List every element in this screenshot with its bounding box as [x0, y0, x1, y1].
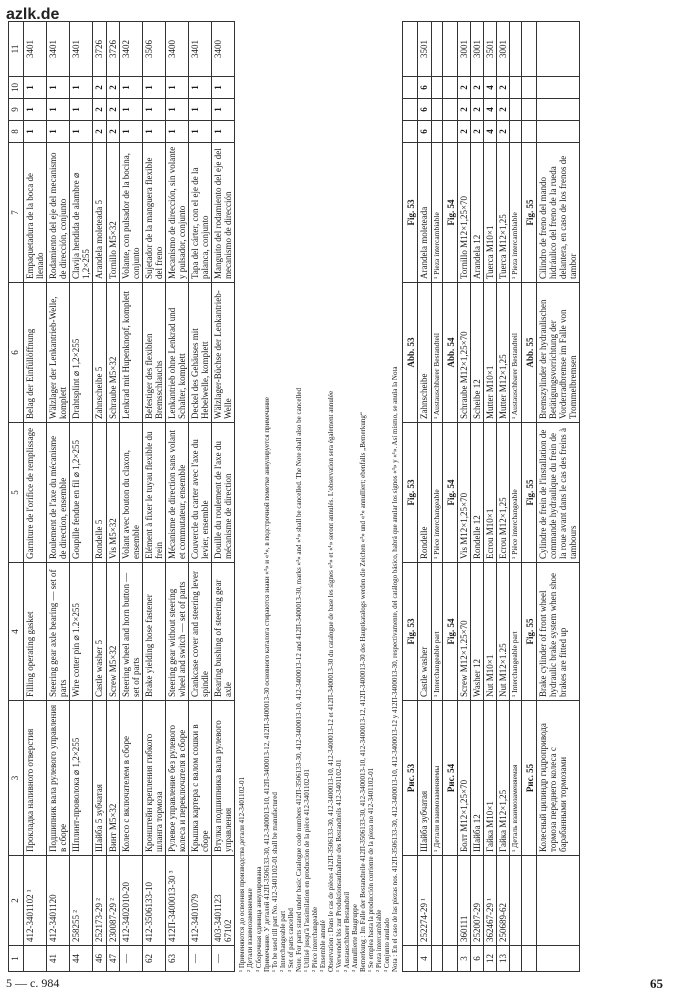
cell: Drahtsplint ⌀ 1,2×255 — [70, 283, 93, 423]
cell: Подшипник вала рулевого управления в сборе — [47, 701, 70, 856]
cell: Crankcase cover and steering lever spindle — [189, 563, 212, 701]
col-header: 10 — [9, 77, 24, 99]
figure-title-row — [403, 22, 418, 972]
cell: 1 — [70, 77, 93, 99]
table-row — [24, 22, 47, 972]
cell: Fig. 53 — [403, 143, 418, 283]
cell: 6 — [418, 121, 431, 143]
cell: 1 — [189, 121, 212, 143]
cell: Fig. 55 — [521, 423, 536, 563]
cell: Rondelle — [418, 423, 431, 563]
cell: 41 — [47, 946, 70, 972]
cell: Рис. 53 — [403, 701, 418, 856]
cell: Fig. 53 — [403, 423, 418, 563]
cell: 2 — [106, 121, 119, 143]
cell: 2 — [471, 99, 484, 121]
cell: 1 — [70, 99, 93, 121]
footnote-line: Bemerkung : Im Falle der Bestandteile 412П-3506133-30, 412-3400013-10, 412-3400013-12, 412П-3400013-30 des Hauptkatalogs werden die Zeichen «³» und «¹» annulliert; ebenfalls „Bemerkung“ — [359, 412, 368, 972]
cell: 2 — [93, 121, 106, 143]
cell: Шайба 12 — [471, 701, 484, 856]
cell: 1 — [24, 99, 47, 121]
cell: Volant avec bouton du claxon, ensemble — [119, 423, 142, 563]
cell: ¹ Pieza intercambiable — [510, 143, 521, 283]
cell: Elément à fixer le tuyau flexible du frein — [142, 423, 165, 563]
cell: 3001 — [471, 22, 484, 77]
cell: ¹ Interchangeable part — [510, 563, 521, 701]
table-row — [47, 22, 70, 972]
cell: ¹ Pièce interchangeable — [510, 423, 521, 563]
cell: 3401 — [70, 22, 93, 77]
table-row — [189, 22, 212, 972]
cell: Lenkantrieb ohne Lenkrad und Schalter, komplett — [165, 283, 188, 423]
cell: 4 — [484, 121, 497, 143]
cell: Nut M12×1.25 — [497, 563, 510, 701]
footnotes — [238, 22, 399, 972]
cell: Tuerca M10×1 — [484, 143, 497, 283]
cell: Втулка подшипника вала рулевого управления — [212, 701, 235, 856]
cell: Castle washer — [418, 563, 431, 701]
table-row — [497, 22, 510, 972]
col-header: 6 — [9, 283, 24, 423]
col-header: 9 — [9, 99, 24, 121]
cell: ¹ Austauschbarer Bestandteil — [431, 283, 442, 423]
cell: Bearing bushing of steering gear axle — [212, 563, 235, 701]
cell: 252173-29 ² — [93, 856, 106, 946]
cell: 1 — [212, 77, 235, 99]
cell: Arandela 12 — [471, 143, 484, 283]
cell: Castle washer 5 — [93, 563, 106, 701]
cell: Washer 12 — [471, 563, 484, 701]
cell: Schraube M12×1,25×70 — [457, 283, 470, 423]
footnote-line: Nota : En el caso de las piezas nos. 412П-3506133-30, 412-3400013-10, 412-3400013-12 y 412П-3400013-30, respectivamente, del catálogo básico, habrá que anular los signos «³» y «¹». Así mismo, se anula la Nota — [391, 366, 400, 972]
cell: Nut M10×1 — [484, 563, 497, 701]
cell — [212, 856, 235, 946]
cell: 2 — [106, 77, 119, 99]
cell: 47 — [106, 946, 119, 972]
cell: 2 — [93, 77, 106, 99]
cell: Scheibe 12 — [471, 283, 484, 423]
footnote-line: ¹ Utilisé jusqu'à l'assimilation en production de la pièce 412-3401102-01 — [302, 769, 311, 972]
cell: Arandela moleteada — [418, 143, 431, 283]
cell: Couvercle du carter avec l'axe du levier, ensemble — [189, 423, 212, 563]
parts-table — [8, 21, 235, 972]
cell: Screw M12×1.25×70 — [457, 563, 470, 701]
cell: 1 — [47, 99, 70, 121]
cell: 1 — [142, 77, 165, 99]
cell: Lenkrad mit Hupenknopf, komplett — [119, 283, 142, 423]
cell: 4 — [484, 99, 497, 121]
cell: 412-3401102 ¹ — [24, 856, 47, 946]
cell: Arandela moleteada 5 — [93, 143, 106, 283]
cell: Brake cylinder of front wheel hydraulic brake system when shoe brakes are fitted up — [536, 563, 579, 701]
cell: Fig. 54 — [442, 143, 457, 283]
table-row — [418, 22, 431, 972]
col-header: 5 — [9, 423, 24, 563]
cell: 62 — [142, 946, 165, 972]
cell: 6 — [418, 99, 431, 121]
cell: 1 — [189, 99, 212, 121]
figure-footnote-row — [431, 22, 442, 972]
footnote-line: ² Pièce interchangeable — [310, 906, 319, 972]
cell: 1 — [47, 121, 70, 143]
footnote-line: ³ Сборочная единица аннулирована — [254, 866, 263, 972]
cell: 3 — [457, 946, 470, 972]
cell: 1 — [165, 99, 188, 121]
cell: Rodamiento del eje del mecanismo de dirección, conjunto — [47, 143, 70, 283]
table-row — [212, 22, 235, 972]
cell: 258255 ² — [70, 856, 93, 946]
cell: 2 — [497, 77, 510, 99]
cell: Clavija hendida de alambre ⌀ 1,2×255 — [70, 143, 93, 283]
cell: 3400 — [165, 22, 188, 77]
cell: 2 — [457, 99, 470, 121]
cell: 4 — [484, 77, 497, 99]
cell: 2 — [497, 99, 510, 121]
cell: Roulement de l'axe du mécanisme de direction, ensemble — [47, 423, 70, 563]
table-row — [165, 22, 188, 972]
cell: 1 — [212, 99, 235, 121]
cell: 3501 — [418, 22, 431, 77]
cell: Рис. 55 — [521, 701, 536, 856]
cell: 1 — [70, 121, 93, 143]
cell — [24, 946, 47, 972]
footnote-line: ³ Ensemble annulé — [318, 920, 327, 972]
cell: Шайба 5 зубчатая — [93, 701, 106, 856]
footnote-line: Note. For parts stated under basic Catalogue code numbers 412П-3506133-30, 412-3400013-10, 412-3400013-12 and 412П-3400013-30, marks «³» and «¹» shall be cancelled. The Note shall also be cancelled — [294, 388, 303, 972]
cell: 1 — [142, 121, 165, 143]
cell: Filling operating gasket — [24, 563, 47, 701]
cell: Mutter M10×1 — [484, 283, 497, 423]
cell: 1 — [119, 99, 142, 121]
col-header: 11 — [9, 22, 24, 77]
footnote-line: ¹ Применяются до освоения производства детали 412-3401102-01 — [238, 777, 247, 972]
page-footer-left: 5 — с. 984 — [6, 976, 60, 990]
footnote-line: ² Austauschbarer Bestandteil — [343, 891, 352, 972]
cell: Wire cotter pin ⌀ 1.2×255 — [70, 563, 93, 701]
cell: 250689-62 — [497, 856, 510, 946]
footnote-line: ¹ Verwendet bis zur Produktionsaufnahme des Bestandteils 412-3401102-01 — [334, 759, 343, 972]
cell: Abb. 55 — [521, 283, 536, 423]
cell: Mécanisme de direction sans volant et commutateur, ensemble — [165, 423, 188, 563]
footnote-line: ³ Annullierte Baugruppe — [351, 904, 360, 972]
cell: 3401 — [189, 22, 212, 77]
cell: Abb. 54 — [442, 283, 457, 423]
cell: ¹ Детали взаимозаменяемы — [431, 701, 442, 856]
cell: 3401 — [24, 22, 47, 77]
col-header: 4 — [9, 563, 24, 701]
cell: Bremszylinder der hydraulischen Betätigungsvorrichtung der Vorderradbremse im Falle von Trommelbremsen — [536, 283, 579, 423]
cell: Tapa del cárter, con el eje de la palanca, conjunto — [189, 143, 212, 283]
figure-title-row — [442, 22, 457, 972]
cell: Рулевое управление без рулевого колеса и переключателя в сборе — [165, 701, 188, 856]
cell: Fig. 55 — [521, 143, 536, 283]
cell: 1 — [47, 77, 70, 99]
cell: 3402 — [119, 22, 142, 77]
cell: Колесо с включателем в сборе — [119, 701, 142, 856]
table-row — [536, 22, 579, 972]
cell: 3001 — [497, 22, 510, 77]
cell: Empaquetadura de la boca de llenado — [24, 143, 47, 283]
cell: Zahnscheibe 5 — [93, 283, 106, 423]
cell: 4 — [418, 946, 431, 972]
cell: ¹ Pièce interchangeable — [431, 423, 442, 563]
cell: 2 — [93, 99, 106, 121]
footnote-line: ² Interchangeable part — [278, 910, 287, 972]
cell: Abb. 53 — [403, 283, 418, 423]
cell: Sujetador de la manguera flexible del freno — [142, 143, 165, 283]
cell: 3401 — [47, 22, 70, 77]
cell: Belag der Einfüllöffnung — [24, 283, 47, 423]
table-row — [471, 22, 484, 972]
footnote-line: ² Детали взаимозаменяемые — [246, 888, 255, 972]
cell: 13 — [497, 946, 510, 972]
cell: Wälzlager der Lenkantrieb-Welle, komplett — [47, 283, 70, 423]
cell: 1 — [142, 99, 165, 121]
footnote-line: Примечание. У деталей 412П-3506133-30, 412-3400013-10, 412П-3400013-12, 412П-3400013-30 основного каталога стираются знаки «³» и «¹», в подстрочной пометке аннулируется примечание — [262, 397, 271, 972]
cell: Manguito del rodamiento del eje del mecanismo de dirección — [212, 143, 235, 283]
cell: Fig. 55 — [521, 563, 536, 701]
col-header: 7 — [9, 143, 24, 283]
cell: Vis M12×1,25×70 — [457, 423, 470, 563]
cell: 412-3401120 — [47, 856, 70, 946]
cell: 12 — [484, 946, 497, 972]
figure-title-row — [521, 22, 536, 972]
cell: Шайба зубчатая — [418, 701, 431, 856]
cell: 6 — [418, 77, 431, 99]
footnote-line: ² Pieza intercambiable — [375, 909, 384, 972]
cell: 2 — [457, 121, 470, 143]
parts-table-figures — [402, 21, 580, 972]
cell: 6 — [471, 946, 484, 972]
cell: Гайка М12×1,25 — [497, 701, 510, 856]
cell: Cylindre de frein de l'installation de commande hydraulique du frein de la roue avant dans le cas des freins à tambours — [536, 423, 579, 563]
col-header: 8 — [9, 121, 24, 143]
table-row — [70, 22, 93, 972]
cell: 3726 — [93, 22, 106, 77]
col-header: 3 — [9, 701, 24, 856]
footnote-line: ³ Conjunto anulado — [383, 918, 392, 972]
cell: 1 — [119, 77, 142, 99]
cell: 63 — [165, 946, 188, 972]
cell: Шплинт-проволока ⌀ 1,2×255 — [70, 701, 93, 856]
cell: Гайка М10×1 — [484, 701, 497, 856]
rotated-page — [8, 22, 668, 972]
table-row — [119, 22, 142, 972]
table-row — [142, 22, 165, 972]
figure-footnote-row — [510, 22, 521, 972]
footnote-line: ¹ Se emplea hasta la producción corriente de la pieza no 412-3401102-01 — [367, 767, 376, 972]
figures-body — [403, 22, 580, 972]
cell: ¹ Interchangeable part — [431, 563, 442, 701]
cell: 3501 — [484, 22, 497, 77]
cell: ¹ Деталь взаимозаменяемая — [510, 701, 521, 856]
table-row — [93, 22, 106, 972]
cell: ¹ Pieza intercambiable — [431, 143, 442, 283]
cell: Fig. 54 — [442, 423, 457, 563]
upper-body — [24, 22, 235, 972]
cell: 3400 — [212, 22, 235, 77]
cell: 252274-29 ¹ — [418, 856, 431, 946]
cell: Винт М5×32 — [106, 701, 119, 856]
cell: Болт М12×1,25×70 — [457, 701, 470, 856]
cell: 412-3506133-10 — [142, 856, 165, 946]
cell: Tornillo M5×32 — [106, 143, 119, 283]
cell: 230087-29 ² — [106, 856, 119, 946]
header-row — [9, 22, 24, 972]
cell: — — [212, 946, 235, 972]
cell: Cilindro de freno del mando hidráulico del freno de la rueda delantera, en caso de los frenos de tambor — [536, 143, 579, 283]
cell: 2 — [457, 77, 470, 99]
cell: Screw M5×32 — [106, 563, 119, 701]
cell: 44 — [70, 946, 93, 972]
page-number: 65 — [650, 976, 663, 991]
cell: 1 — [24, 121, 47, 143]
cell: 1 — [24, 77, 47, 99]
cell: Steering wheel and horn button — set of parts — [119, 563, 142, 701]
cell: — — [189, 946, 212, 972]
cell: 2 — [471, 121, 484, 143]
cell: Крышка картера с валом сошки в сборе — [189, 701, 212, 856]
cell: 412-3401079 — [189, 856, 212, 946]
col-header: 2 — [9, 856, 24, 946]
col-header: 1 — [9, 946, 24, 972]
footnote-line: ¹ To be used till part No. 412-3401102-01 shall be manufactured — [270, 792, 279, 972]
cell: 1 — [212, 121, 235, 143]
cell: Steering gear without steering wheel and switch — set of parts — [165, 563, 188, 701]
cell: Mecanismo de dirección, sin volante y pulsador, conjunto — [165, 143, 188, 283]
cell: Ecrou M12×1,25 — [497, 423, 510, 563]
cell: Goupille fendue en fil ⌀ 1,2×255 — [70, 423, 93, 563]
cell: Fig. 54 — [442, 563, 457, 701]
cell: Deckel des Gehäuses mit Hebelwelle, komplett — [189, 283, 212, 423]
cell: 3506 — [142, 22, 165, 77]
cell: 252007-29 — [471, 856, 484, 946]
cell: 2 — [471, 77, 484, 99]
cell: Volante, con pulsador de la bocina, conjunto — [119, 143, 142, 283]
cell: Steering gear axle bearing — set of parts — [47, 563, 70, 701]
cell: 1 — [165, 121, 188, 143]
cell: 2 — [497, 121, 510, 143]
cell: 3726 — [106, 22, 119, 77]
cell: 360111 — [457, 856, 470, 946]
cell: Wälzlager-Büchse der Lenkantrieb-Welle — [212, 283, 235, 423]
cell: Vis M5×32 — [106, 423, 119, 563]
cell: 412П-3400013-30 ³ — [165, 856, 188, 946]
cell: Рис. 54 — [442, 701, 457, 856]
cell: Tornillo M12×1,25×70 — [457, 143, 470, 283]
cell: Rondelle 5 — [93, 423, 106, 563]
cell: Schraube M5×32 — [106, 283, 119, 423]
cell: Zahnscheibe — [418, 283, 431, 423]
cell: Douille du roulement de l'axe du mécanisme de direction — [212, 423, 235, 563]
cell: Кронштейн крепления гибкого шланга тормоза — [142, 701, 165, 856]
table-row — [106, 22, 119, 972]
cell: Mutter M12×1,25 — [497, 283, 510, 423]
watermark: azlk.de — [6, 6, 60, 23]
part-number-alt: 67102 — [223, 919, 234, 942]
cell: 46 — [93, 946, 106, 972]
cell: 412-3402010-20 — [119, 856, 142, 946]
cell: Tuerca M12×1,25 — [497, 143, 510, 283]
cell: 3001 — [457, 22, 470, 77]
footnote-line: Observation : Dans le cas de pièces 412П-3506133-30, 412-3400013-10, 412-3400013-12 et 412П-3400013-30 du catalogue de base les signes «³» et «¹» seront annulés. L'observation sera également annulée — [326, 390, 335, 972]
cell: 1 — [189, 77, 212, 99]
cell: 1 — [165, 77, 188, 99]
cell: — — [119, 946, 142, 972]
cell: 1 — [119, 121, 142, 143]
footnote-line: ³ Set of parts cancelled — [286, 908, 295, 972]
cell: Garniture de l'orifice de remplissage — [24, 423, 47, 563]
cell: Прокладка наливного отверстия — [24, 701, 47, 856]
table-row — [457, 22, 470, 972]
cell: ¹ Austauschbarer Bestandteil — [510, 283, 521, 423]
cell: 362467-29 ¹ — [484, 856, 497, 946]
cell: Ecrou M10×1 — [484, 423, 497, 563]
cell: Fig. 53 — [403, 563, 418, 701]
cell: Колесный цилиндр гидропривода тормоза переднего колеса с барабанными тормозами — [536, 701, 579, 856]
cell: Brake yielding hose fastener — [142, 563, 165, 701]
cell: Befestiger des flexiblen Bremsschlauchs — [142, 283, 165, 423]
part-number: 403-3401123 — [213, 894, 224, 942]
cell: 2 — [106, 99, 119, 121]
table-row — [484, 22, 497, 972]
cell: Rondelle 12 — [471, 423, 484, 563]
